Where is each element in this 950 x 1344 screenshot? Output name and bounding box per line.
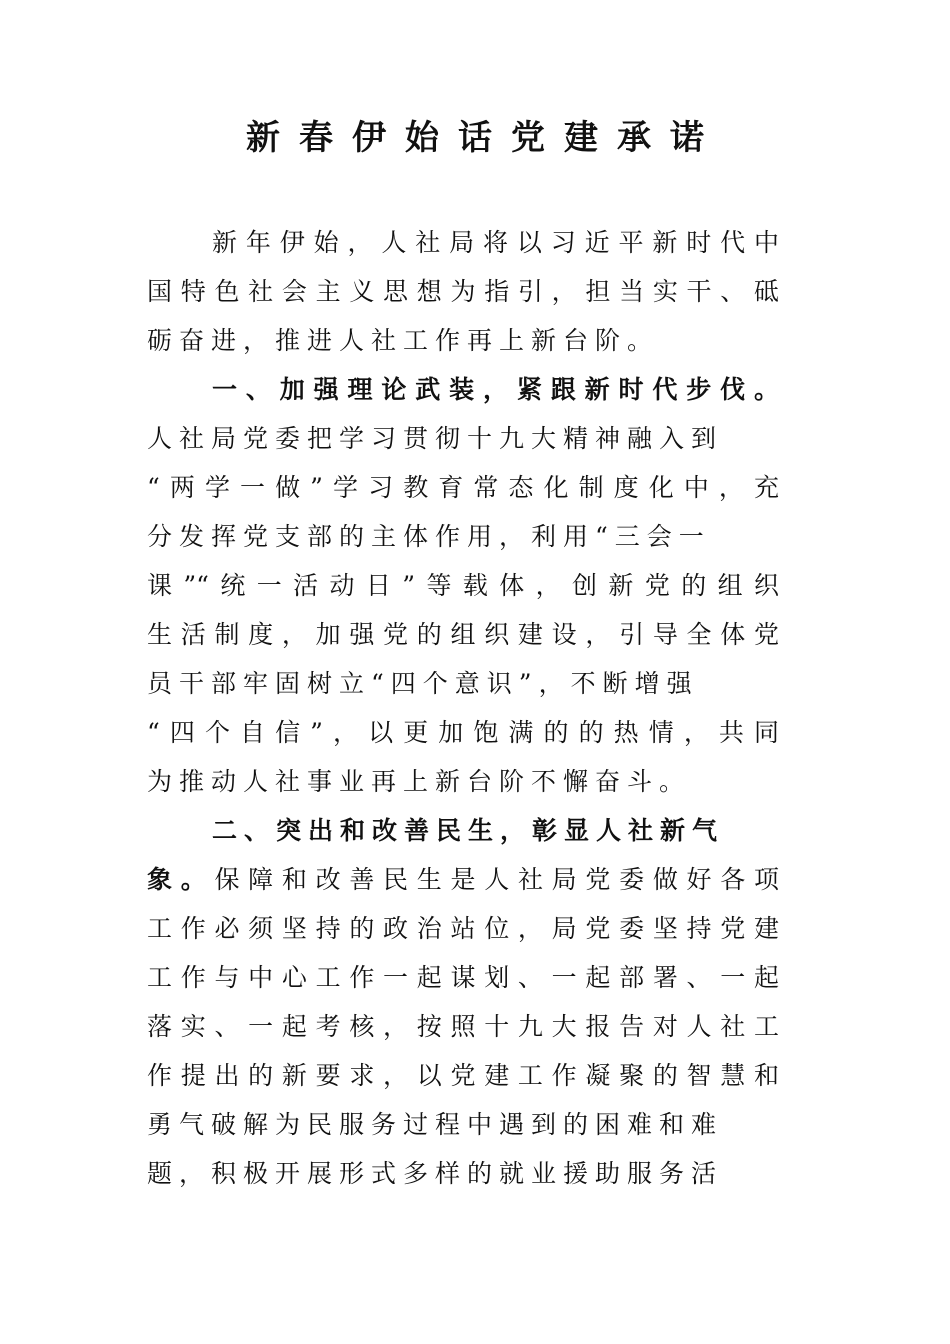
section1-line-8: 为推动人社事业再上新台阶不懈奋斗。	[147, 767, 692, 796]
section2-line-5: 勇气破解为民服务过程中遇到的困难和难	[147, 1110, 724, 1139]
document-title: 新春伊始话党建承诺	[246, 118, 723, 158]
section2-first-sentence: 保障和改善民生是人社局党委做好各项	[214, 865, 779, 894]
intro-line-3: 砺奋进，推进人社工作再上新台阶。	[147, 326, 660, 355]
section2-line-2: 工作与中心工作一起谋划、一起部署、一起	[147, 963, 779, 992]
intro-line-1: 新年伊始，人社局将以习近平新时代中	[212, 228, 779, 257]
section2-heading-end: 象。	[147, 865, 215, 894]
section1-line-4: 课”“统一活动日”等载体，创新党的组织	[147, 571, 779, 600]
section2-heading-line-2	[147, 855, 779, 904]
section2-line-1: 工作必须坚持的政治站位，局党委坚持党建	[147, 914, 779, 943]
section1-line-1: 人社局党委把学习贯彻十九大精神融入到	[147, 424, 724, 453]
section1-heading: 一、加强理论武装，紧跟新时代步伐。	[212, 375, 779, 404]
section1-line-3: 分发挥党支部的主体作用，利用“三会一	[147, 522, 711, 551]
section2-line-6: 题，积极开展形式多样的就业援助服务活	[147, 1159, 724, 1188]
section1-line-5: 生活制度，加强党的组织建设，引导全体党	[147, 620, 779, 649]
section1-line-6: 员干部牢固树立“四个意识”，不断增强	[147, 669, 699, 698]
section1-line-7: “四个自信”，以更加饱满的的热情，共同	[147, 718, 779, 747]
section2-line-4: 作提出的新要求，以党建工作凝聚的智慧和	[147, 1061, 779, 1090]
intro-line-2: 国特色社会主义思想为指引，担当实干、砥	[147, 277, 779, 306]
section1-line-2: “两学一做”学习教育常态化制度化中，充	[147, 473, 779, 502]
section2-heading-line-1: 二、突出和改善民生，彰显人社新气	[212, 816, 725, 845]
section2-line-3: 落实、一起考核，按照十九大报告对人社工	[147, 1012, 779, 1041]
